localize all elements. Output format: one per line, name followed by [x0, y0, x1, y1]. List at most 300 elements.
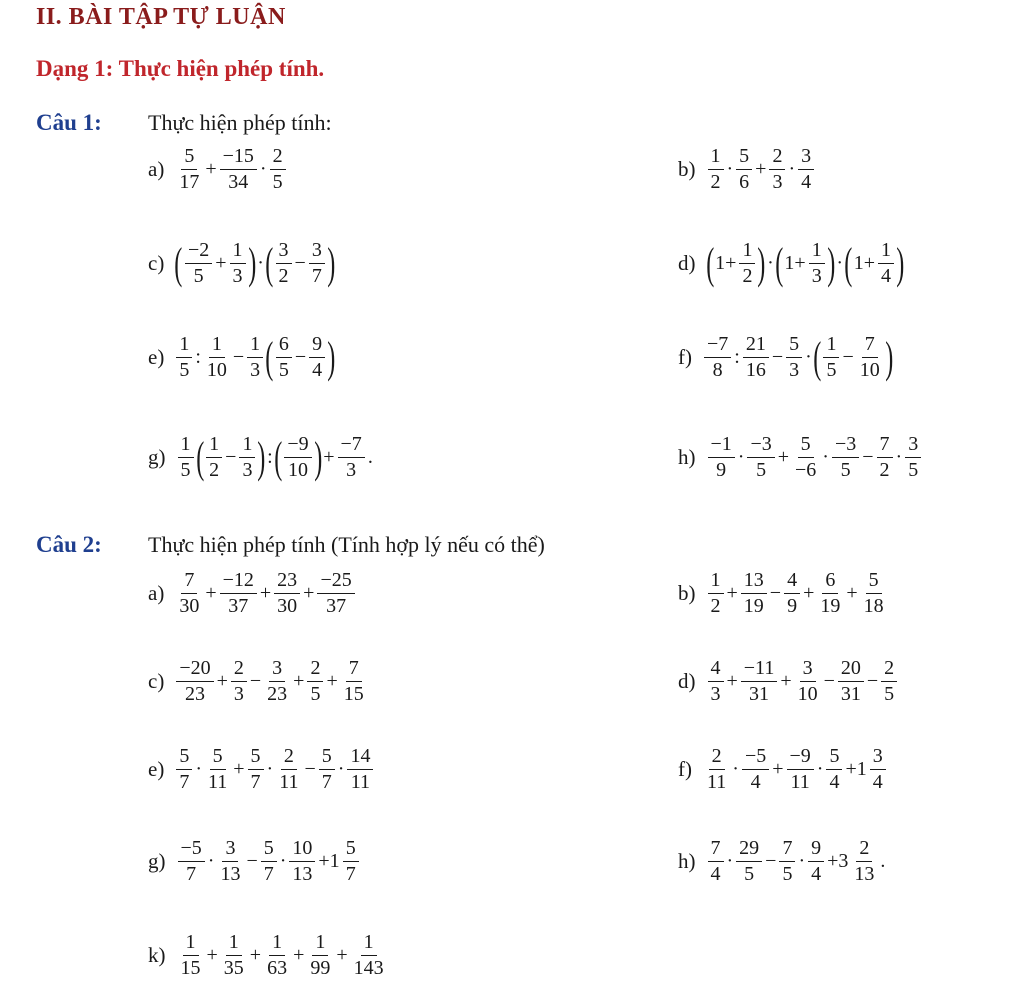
fraction [739, 240, 755, 287]
operator: + [323, 446, 335, 468]
denominator: 5 [782, 863, 793, 885]
numerator: 1 [878, 240, 894, 264]
denominator: 11 [707, 771, 727, 793]
denominator: 5 [180, 459, 191, 481]
fraction [176, 334, 192, 381]
exercise-item [148, 746, 375, 793]
parenthesis: ( [775, 238, 784, 288]
numerator: 5 [786, 334, 802, 358]
denominator: 9 [716, 459, 727, 481]
fraction [205, 746, 230, 793]
parenthesis: ) [247, 238, 256, 288]
fraction [341, 658, 367, 705]
item-label: f) [678, 757, 692, 781]
numerator: 1 [183, 932, 199, 956]
fraction [809, 240, 825, 287]
denominator: −6 [795, 459, 817, 481]
numerator: 1 [739, 240, 755, 264]
exercise-item [678, 746, 888, 793]
operator: − [765, 850, 777, 872]
fraction [248, 746, 264, 793]
fraction [838, 658, 864, 705]
operator: − [294, 252, 306, 274]
math-expression [706, 658, 900, 705]
item-label: h) [678, 849, 696, 873]
numerator: 1 [312, 932, 328, 956]
denominator: 10 [859, 359, 880, 381]
numerator: −3 [832, 434, 859, 458]
operator: : [195, 346, 201, 368]
parenthesis: ( [174, 238, 183, 288]
exercise-item [678, 570, 889, 617]
denominator: 7 [311, 265, 322, 287]
fraction [274, 570, 300, 617]
fraction [786, 334, 802, 381]
operator: 1+ [715, 252, 737, 274]
denominator: 13 [854, 863, 875, 885]
denominator: 13 [220, 863, 241, 885]
denominator: 3 [346, 459, 357, 481]
fraction [708, 658, 724, 705]
parenthesis: ) [885, 332, 894, 382]
fraction [176, 570, 202, 617]
operator: · [822, 446, 829, 468]
denominator: 37 [228, 595, 249, 617]
fraction [787, 746, 814, 793]
denominator: 7 [345, 863, 356, 885]
fraction [176, 658, 213, 705]
operator: 1+ [853, 252, 875, 274]
fraction [307, 658, 323, 705]
fraction [343, 838, 359, 885]
operator: · [798, 850, 806, 872]
question-1-text: Thực hiện phép tính: [148, 110, 332, 135]
numerator: 3 [309, 240, 325, 264]
math-expression [706, 570, 889, 617]
section-title: II. BÀI TẬP TỰ LUẬN [36, 4, 286, 30]
numerator: 2 [769, 146, 785, 170]
denominator: 3 [811, 265, 822, 287]
numerator: 1 [809, 240, 825, 264]
numerator: 5 [261, 838, 277, 862]
denominator: 7 [250, 771, 261, 793]
question-2-label: Câu 2: [36, 532, 102, 557]
denominator: 31 [749, 683, 770, 705]
denominator: 10 [206, 359, 227, 381]
operator: · [259, 158, 267, 180]
fraction [176, 146, 202, 193]
denominator: 23 [184, 683, 205, 705]
numerator: 4 [784, 570, 800, 594]
fraction [178, 434, 194, 481]
operator: + [293, 944, 305, 966]
fraction [769, 146, 785, 193]
denominator: 2 [710, 595, 721, 617]
parenthesis: ( [813, 332, 822, 382]
fraction [877, 434, 893, 481]
operator: + [726, 582, 738, 604]
item-label: d) [678, 669, 696, 693]
exercise-item [148, 838, 361, 885]
operator: · [895, 446, 903, 468]
parenthesis: ( [265, 332, 274, 382]
denominator: 5 [310, 683, 321, 705]
denominator: 3 [710, 683, 721, 705]
numerator: 3 [798, 146, 814, 170]
fraction [264, 658, 290, 705]
denominator: 3 [772, 171, 783, 193]
fraction [708, 434, 735, 481]
denominator: 3 [233, 683, 244, 705]
fraction [247, 334, 263, 381]
fraction [309, 240, 325, 287]
denominator: 10 [287, 459, 308, 481]
fraction [217, 838, 243, 885]
denominator: 37 [326, 595, 347, 617]
math-expression [174, 746, 375, 793]
numerator: 1 [226, 932, 242, 956]
operator: + [259, 582, 272, 604]
numerator: −3 [747, 434, 774, 458]
operator: · [788, 158, 796, 180]
operator: +3 [827, 850, 849, 872]
operator: +1 [845, 758, 867, 780]
item-label: d) [678, 251, 696, 275]
exercise-item [148, 146, 288, 193]
numerator: 14 [347, 746, 373, 770]
operator: + [303, 582, 315, 604]
parenthesis: ) [757, 238, 766, 288]
operator: + [336, 944, 348, 966]
fraction [708, 146, 724, 193]
denominator: 4 [750, 771, 761, 793]
exercise-item [678, 838, 886, 885]
exercise-item [148, 658, 369, 705]
denominator: 30 [179, 595, 200, 617]
fraction [832, 434, 859, 481]
fraction [270, 146, 286, 193]
operator: + [293, 670, 305, 692]
numerator: 2 [281, 746, 297, 770]
question-2-text: Thực hiện phép tính (Tính hợp lý nếu có thể) [148, 532, 545, 557]
fraction [204, 334, 230, 381]
denominator: 4 [312, 359, 323, 381]
operator: · [816, 758, 824, 780]
numerator: 5 [866, 570, 882, 594]
numerator: 3 [269, 658, 285, 682]
item-label: b) [678, 581, 696, 605]
exercise-item [148, 240, 335, 287]
denominator: 8 [712, 359, 723, 381]
numerator: 2 [307, 658, 323, 682]
item-label: a) [148, 581, 165, 605]
denominator: 5 [179, 359, 190, 381]
denominator: 4 [801, 171, 812, 193]
fraction [239, 434, 255, 481]
parenthesis: ( [705, 238, 714, 288]
denominator: 5 [193, 265, 204, 287]
parenthesis: ( [273, 432, 283, 482]
numerator: 1 [209, 334, 225, 358]
operator: · [732, 758, 739, 780]
denominator: 2 [879, 459, 890, 481]
numerator: 5 [343, 838, 359, 862]
operator: − [823, 670, 835, 692]
operator: + [772, 758, 784, 780]
numerator: 2 [709, 746, 725, 770]
numerator: 5 [210, 746, 226, 770]
item-label: k) [148, 943, 166, 967]
operator: + [205, 582, 217, 604]
exercise-item [678, 334, 893, 381]
numerator: 2 [856, 838, 872, 862]
denominator: 10 [797, 683, 818, 705]
operator: + [726, 670, 738, 692]
denominator: 15 [180, 957, 201, 979]
denominator: 4 [880, 265, 891, 287]
denominator: 2 [742, 265, 753, 287]
numerator: −9 [284, 434, 311, 458]
denominator: 11 [279, 771, 299, 793]
operator: · [726, 850, 734, 872]
fraction [747, 434, 774, 481]
denominator: 2 [209, 459, 220, 481]
numerator: 7 [708, 838, 724, 862]
fraction [741, 570, 767, 617]
numerator: 1 [176, 334, 192, 358]
item-label: c) [148, 669, 165, 693]
math-expression [702, 746, 888, 793]
fraction [319, 746, 335, 793]
fraction [289, 838, 315, 885]
operator: − [225, 446, 237, 468]
numerator: 10 [289, 838, 315, 862]
denominator: 31 [840, 683, 861, 705]
denominator: 99 [310, 957, 331, 979]
denominator: 5 [826, 359, 837, 381]
denominator: 143 [353, 957, 384, 979]
denominator: 7 [321, 771, 332, 793]
denominator: 4 [829, 771, 840, 793]
numerator: 5 [248, 746, 264, 770]
fraction [736, 146, 752, 193]
denominator: 9 [787, 595, 798, 617]
denominator: 4 [872, 771, 883, 793]
denominator: 19 [743, 595, 764, 617]
fraction [857, 334, 883, 381]
operator: + [846, 582, 858, 604]
fraction [708, 570, 724, 617]
subsection-title: Dạng 1: Thực hiện phép tính. [36, 56, 325, 81]
operator: 1+ [784, 252, 806, 274]
denominator: 7 [263, 863, 274, 885]
numerator: 7 [862, 334, 878, 358]
operator: +1 [318, 850, 340, 872]
parenthesis: ( [265, 238, 274, 288]
operator: + [777, 446, 790, 468]
math-expression [706, 240, 905, 287]
fraction [851, 838, 877, 885]
operator: · [836, 252, 844, 274]
operator: − [232, 346, 245, 368]
exercise-item [148, 334, 336, 381]
operator: + [326, 670, 338, 692]
denominator: 6 [739, 171, 750, 193]
numerator: −15 [220, 146, 257, 170]
fraction [307, 932, 333, 979]
numerator: −25 [317, 570, 354, 594]
fraction [230, 240, 246, 287]
operator: − [249, 670, 262, 692]
parenthesis: ) [313, 432, 322, 482]
exercise-item [678, 658, 899, 705]
math-expression [174, 658, 368, 705]
fraction [220, 146, 257, 193]
fraction [261, 838, 277, 885]
item-label: f) [678, 345, 692, 369]
operator: · [737, 446, 745, 468]
math-expression [176, 838, 361, 885]
numerator: 21 [743, 334, 769, 358]
numerator: 5 [181, 146, 197, 170]
math-expression [176, 434, 374, 481]
numerator: −12 [220, 570, 257, 594]
fraction [347, 746, 373, 793]
parenthesis: ) [896, 238, 905, 288]
numerator: −11 [741, 658, 778, 682]
operator: · [337, 758, 345, 780]
denominator: 30 [277, 595, 298, 617]
numerator: −7 [704, 334, 731, 358]
operator: + [755, 158, 767, 180]
fraction [784, 570, 800, 617]
fraction [178, 838, 205, 885]
fraction [704, 334, 731, 381]
fraction [178, 932, 204, 979]
item-label: e) [148, 757, 165, 781]
math-expression [174, 146, 287, 193]
parenthesis: ) [827, 238, 836, 288]
numerator: 5 [176, 746, 192, 770]
operator: · [195, 758, 202, 780]
denominator: 35 [223, 957, 244, 979]
operator: . [880, 850, 886, 872]
exercise-item [148, 932, 389, 979]
operator: · [279, 850, 287, 872]
numerator: 5 [826, 746, 842, 770]
denominator: 4 [710, 863, 721, 885]
fraction [704, 746, 729, 793]
numerator: 3 [905, 434, 921, 458]
denominator: 17 [179, 171, 200, 193]
item-label: b) [678, 157, 696, 181]
numerator: 1 [239, 434, 255, 458]
operator: + [233, 758, 245, 780]
numerator: −5 [742, 746, 769, 770]
denominator: 5 [756, 459, 767, 481]
operator: + [803, 582, 815, 604]
fraction [741, 658, 778, 705]
operator: · [207, 850, 215, 872]
fraction [221, 932, 247, 979]
exercise-item [148, 434, 374, 481]
operator: + [780, 670, 792, 692]
fraction [795, 658, 821, 705]
fraction [878, 240, 894, 287]
numerator: 1 [247, 334, 263, 358]
operator: + [249, 944, 262, 966]
numerator: 7 [779, 838, 795, 862]
numerator: 1 [269, 932, 285, 956]
operator: + [206, 944, 218, 966]
operator: . [367, 446, 373, 468]
fraction [309, 334, 325, 381]
numerator: 1 [206, 434, 222, 458]
operator: : [734, 346, 740, 368]
denominator: 2 [710, 171, 721, 193]
numerator: 23 [274, 570, 300, 594]
fraction [276, 240, 292, 287]
denominator: 7 [186, 863, 197, 885]
parenthesis: ) [327, 238, 336, 288]
item-label: c) [148, 251, 165, 275]
numerator: 2 [231, 658, 247, 682]
numerator: 3 [870, 746, 886, 770]
denominator: 4 [811, 863, 822, 885]
parenthesis: ( [195, 432, 204, 482]
fraction [351, 932, 387, 979]
parenthesis: ( [844, 238, 853, 288]
fraction [881, 658, 897, 705]
operator: − [304, 758, 316, 780]
denominator: 3 [250, 359, 261, 381]
numerator: 2 [881, 658, 897, 682]
numerator: 1 [230, 240, 246, 264]
denominator: 11 [350, 771, 371, 793]
denominator: 18 [863, 595, 884, 617]
numerator: 1 [823, 334, 839, 358]
numerator: 5 [798, 434, 814, 458]
fraction [808, 838, 824, 885]
operator: − [294, 346, 307, 368]
numerator: −5 [178, 838, 205, 862]
numerator: −20 [176, 658, 213, 682]
denominator: 11 [790, 771, 810, 793]
fraction [826, 746, 842, 793]
item-label: g) [148, 849, 166, 873]
parenthesis: ) [257, 432, 266, 482]
operator: · [805, 346, 812, 368]
parenthesis: ) [327, 332, 336, 382]
fraction [792, 434, 819, 481]
fraction [338, 434, 365, 481]
question-1-label: Câu 1: [36, 110, 102, 135]
fraction [176, 746, 192, 793]
denominator: 34 [228, 171, 249, 193]
operator: · [257, 252, 264, 274]
denominator: 15 [343, 683, 364, 705]
numerator: 7 [181, 570, 197, 594]
fraction [264, 932, 290, 979]
exercise-item [678, 240, 905, 287]
numerator: 9 [309, 334, 325, 358]
operator: − [769, 582, 782, 604]
numerator: 2 [270, 146, 286, 170]
denominator: 3 [232, 265, 243, 287]
operator: · [726, 158, 734, 180]
fraction [708, 838, 724, 885]
fraction [861, 570, 887, 617]
